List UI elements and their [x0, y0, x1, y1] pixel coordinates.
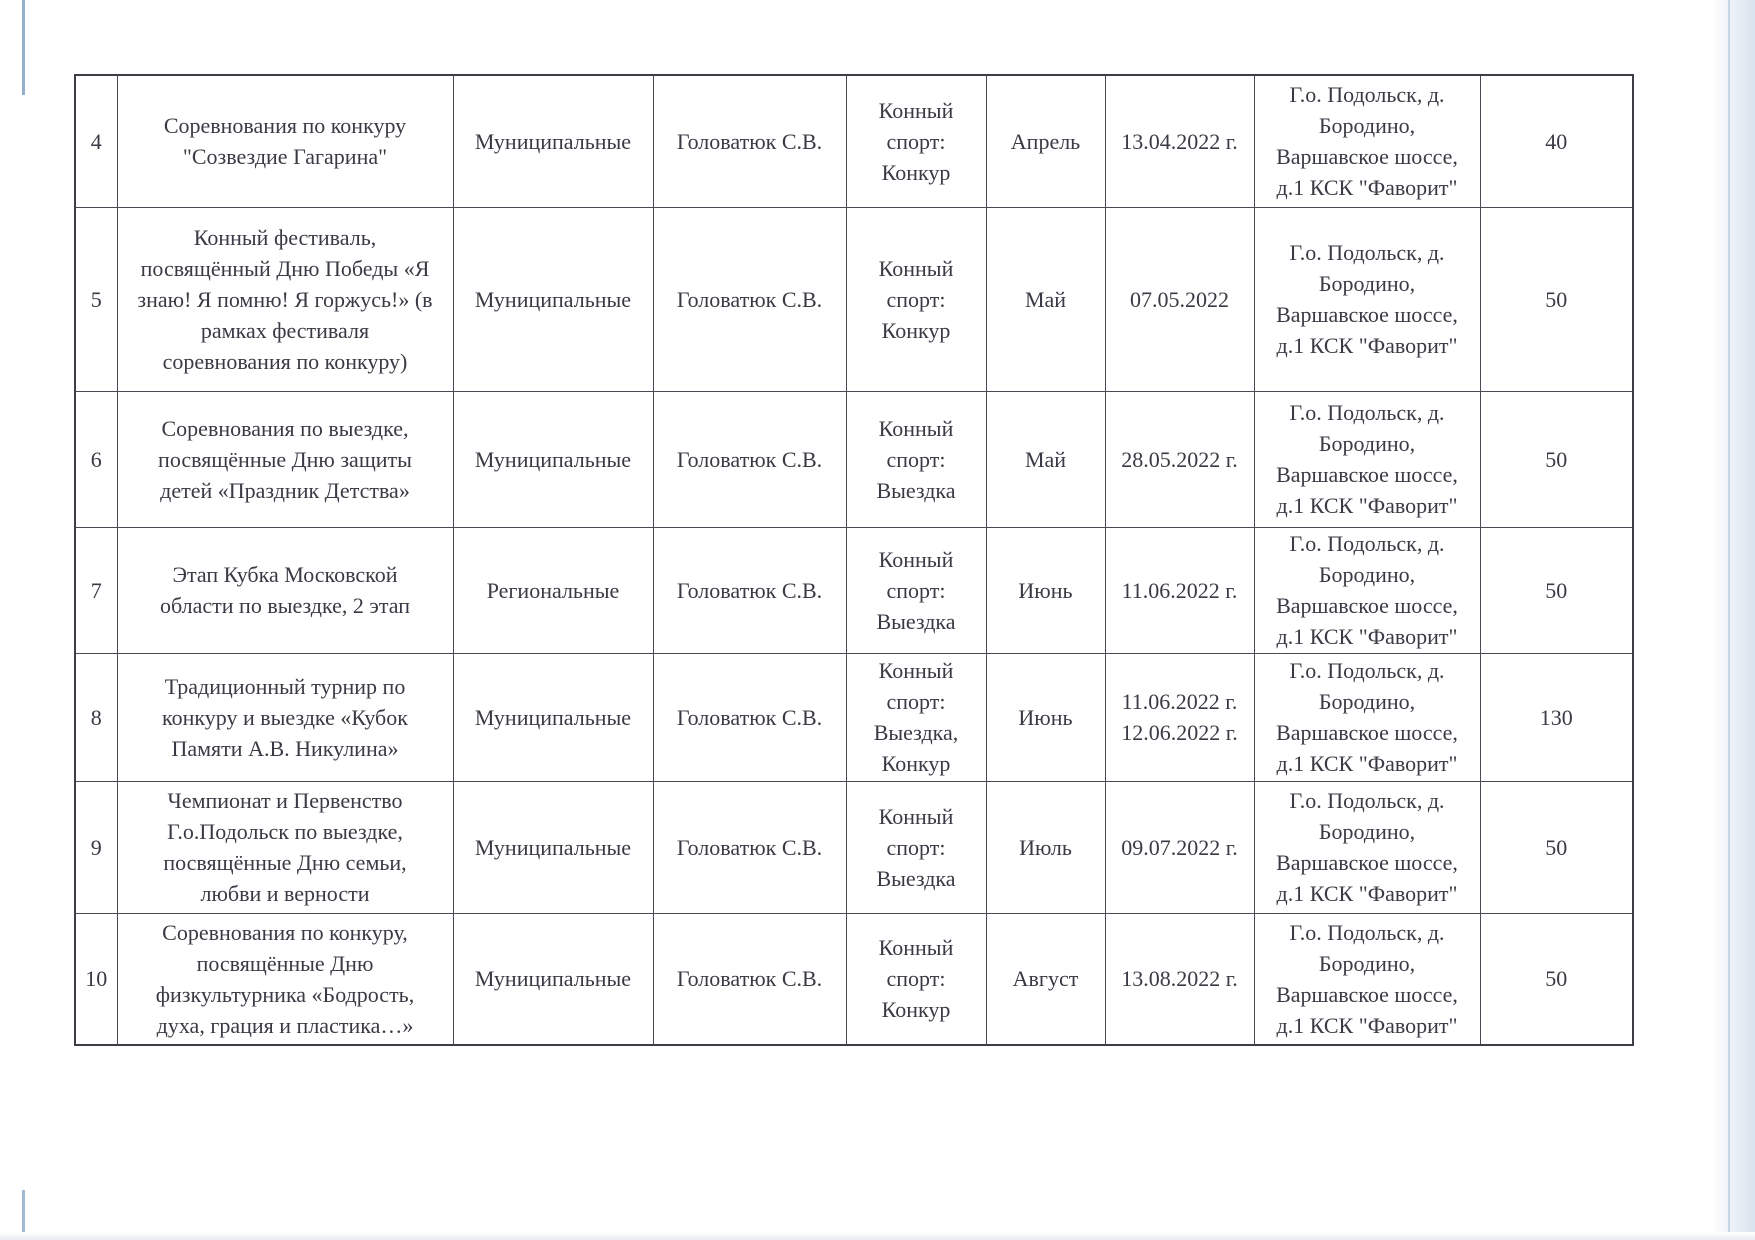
event-venue-line: д.1 КСК "Фаворит"	[1276, 1012, 1458, 1038]
event-dates	[1105, 527, 1254, 653]
event-venue-line: Г.о. Подольск, д.	[1289, 531, 1445, 556]
sport-discipline-line: спорт:	[886, 689, 946, 714]
event-title-line: посвящённые Дню защиты	[158, 446, 412, 472]
event-title-line: детей «Праздник Детства»	[160, 477, 410, 503]
event-title-line: знаю! Я помню! Я горжусь!» (в	[137, 286, 433, 312]
row-number: 7	[75, 527, 117, 653]
event-title-line: Соревнования по конкуру	[163, 113, 407, 139]
sport-discipline-line: Выездка	[876, 477, 956, 503]
event-title-line: "Созвездие Гагарина"	[182, 144, 388, 170]
event-dates	[1105, 781, 1254, 913]
table-row	[75, 391, 1633, 527]
scan-edge-right-line	[1728, 0, 1730, 1240]
event-venue-line: Г.о. Подольск, д.	[1289, 400, 1445, 425]
event-venue	[1254, 391, 1480, 527]
event-month: Май	[986, 391, 1105, 527]
event-month: Июнь	[986, 527, 1105, 653]
table-row	[75, 653, 1633, 781]
event-dates	[1105, 75, 1254, 207]
responsible-person: Головатюк С.В.	[653, 781, 846, 913]
sport-discipline-line: Выездка	[876, 865, 956, 891]
row-number: 8	[75, 653, 117, 781]
event-title-line: Этап Кубка Московской	[172, 562, 398, 587]
event-venue-line: Бородино,	[1318, 562, 1416, 587]
row-number: 6	[75, 391, 117, 527]
event-venue-line: Варшавское шоссе,	[1276, 720, 1458, 745]
event-dates-line: 11.06.2022 г.	[1121, 689, 1238, 714]
sport-discipline-line: Конкур	[881, 751, 951, 776]
event-dates-line: 13.04.2022 г.	[1121, 128, 1238, 154]
sport-discipline-line: спорт:	[886, 446, 946, 472]
table-row	[75, 913, 1633, 1045]
event-title-line: области по выездке, 2 этап	[160, 593, 410, 618]
event-dates-line: 07.05.2022	[1130, 286, 1229, 312]
participants-count: 50	[1480, 391, 1633, 527]
event-title-line: Соревнования по конкуру,	[162, 919, 408, 945]
sport-discipline	[846, 653, 986, 781]
event-title-line: духа, грация и пластика…»	[156, 1012, 414, 1038]
event-venue-line: Бородино,	[1318, 113, 1416, 139]
event-title-line: Памяти А.В. Никулина»	[171, 735, 399, 761]
sport-discipline	[846, 391, 986, 527]
sport-discipline	[846, 781, 986, 913]
sport-discipline	[846, 207, 986, 391]
event-venue-line: Бородино,	[1318, 271, 1416, 296]
event-title	[117, 781, 453, 913]
event-level: Муниципальные	[453, 653, 653, 781]
event-dates	[1105, 913, 1254, 1045]
event-venue-line: Бородино,	[1318, 689, 1416, 714]
participants-count: 50	[1480, 913, 1633, 1045]
table-row	[75, 781, 1633, 913]
event-venue-line: Варшавское шоссе,	[1276, 462, 1458, 487]
participants-count: 130	[1480, 653, 1633, 781]
sport-discipline-line: Конный	[878, 935, 954, 961]
event-dates-line: 11.06.2022 г.	[1121, 577, 1238, 603]
event-venue-line: д.1 КСК "Фаворит"	[1276, 493, 1458, 518]
event-venue-line: Варшавское шоссе,	[1276, 144, 1458, 170]
responsible-person: Головатюк С.В.	[653, 207, 846, 391]
event-venue-line: Г.о. Подольск, д.	[1289, 919, 1445, 945]
event-title-line: физкультурника «Бодрость,	[155, 981, 415, 1007]
event-venue-line: Варшавское шоссе,	[1276, 593, 1458, 618]
sport-discipline-line: Конкур	[881, 317, 951, 343]
sport-discipline-line: спорт:	[886, 577, 946, 603]
sport-discipline-line: Выездка,	[873, 720, 959, 745]
table-row	[75, 75, 1633, 207]
sport-discipline-line: спорт:	[886, 966, 946, 992]
sport-discipline-line: спорт:	[886, 834, 946, 860]
event-title-line: конкуру и выездке «Кубок	[162, 704, 408, 730]
event-venue-line: Бородино,	[1318, 950, 1416, 976]
event-dates-line: 09.07.2022 г.	[1121, 834, 1238, 860]
event-venue-line: д.1 КСК "Фаворит"	[1276, 333, 1458, 358]
event-title	[117, 75, 453, 207]
event-title-line: любви и верности	[200, 881, 370, 906]
event-title-line: посвящённый Дню Победы «Я	[140, 255, 430, 281]
table-body	[75, 75, 1633, 1045]
event-title-line: рамках фестиваля	[200, 317, 370, 343]
event-title	[117, 207, 453, 391]
event-dates	[1105, 391, 1254, 527]
event-title-line: Соревнования по выездке,	[161, 415, 409, 441]
sport-discipline-line: Выездка	[876, 608, 956, 634]
sport-discipline	[846, 913, 986, 1045]
sport-discipline-line: Конный	[878, 97, 954, 123]
event-venue	[1254, 653, 1480, 781]
responsible-person: Головатюк С.В.	[653, 913, 846, 1045]
event-venue	[1254, 75, 1480, 207]
event-level: Муниципальные	[453, 207, 653, 391]
events-table	[74, 74, 1634, 1046]
sport-discipline-line: Конный	[878, 803, 954, 829]
event-title	[117, 653, 453, 781]
event-level: Муниципальные	[453, 913, 653, 1045]
row-number: 10	[75, 913, 117, 1045]
participants-count: 50	[1480, 527, 1633, 653]
participants-count: 50	[1480, 207, 1633, 391]
event-venue	[1254, 913, 1480, 1045]
event-title-line: Конный фестиваль,	[193, 224, 377, 250]
event-venue-line: Бородино,	[1318, 431, 1416, 456]
event-dates	[1105, 207, 1254, 391]
row-number: 9	[75, 781, 117, 913]
event-venue-line: Бородино,	[1318, 819, 1416, 844]
scan-edge-bottom	[0, 1232, 1755, 1240]
event-title-line: соревнования по конкуру)	[162, 348, 408, 374]
event-venue-line: Варшавское шоссе,	[1276, 981, 1458, 1007]
event-dates-line: 13.08.2022 г.	[1121, 966, 1238, 992]
event-month: Июнь	[986, 653, 1105, 781]
sport-discipline-line: Конный	[878, 658, 954, 683]
sport-discipline-line: спорт:	[886, 286, 946, 312]
event-title-line: Традиционный турнир по	[164, 673, 406, 699]
event-dates-line: 12.06.2022 г.	[1121, 720, 1238, 745]
sport-discipline-line: Конный	[878, 255, 954, 281]
event-venue-line: Варшавское шоссе,	[1276, 850, 1458, 875]
event-venue	[1254, 781, 1480, 913]
event-venue-line: Варшавское шоссе,	[1276, 302, 1458, 327]
responsible-person: Головатюк С.В.	[653, 527, 846, 653]
event-title	[117, 527, 453, 653]
sport-discipline	[846, 75, 986, 207]
event-dates-line: 28.05.2022 г.	[1121, 446, 1238, 472]
event-venue-line: д.1 КСК "Фаворит"	[1276, 624, 1458, 649]
scan-edge-right	[1712, 0, 1755, 1240]
row-number: 5	[75, 207, 117, 391]
event-title-line: Г.о.Подольск по выездке,	[167, 819, 403, 844]
event-title-line: Чемпионат и Первенство	[167, 788, 403, 813]
event-title	[117, 391, 453, 527]
scan-edge-left	[22, 0, 25, 95]
event-title-line: посвящённые Дню семьи,	[163, 850, 407, 875]
row-number: 4	[75, 75, 117, 207]
responsible-person: Головатюк С.В.	[653, 391, 846, 527]
event-venue-line: Г.о. Подольск, д.	[1289, 788, 1445, 813]
sport-discipline-line: Конный	[878, 415, 954, 441]
event-dates	[1105, 653, 1254, 781]
sport-discipline-line: спорт:	[886, 128, 946, 154]
responsible-person: Головатюк С.В.	[653, 75, 846, 207]
table-row	[75, 207, 1633, 391]
event-level: Муниципальные	[453, 391, 653, 527]
sport-discipline-line: Конный	[878, 546, 954, 572]
event-month: Апрель	[986, 75, 1105, 207]
event-venue	[1254, 527, 1480, 653]
event-month: Май	[986, 207, 1105, 391]
event-level: Муниципальные	[453, 781, 653, 913]
event-title	[117, 913, 453, 1045]
participants-count: 40	[1480, 75, 1633, 207]
event-venue	[1254, 207, 1480, 391]
event-level: Региональные	[453, 527, 653, 653]
event-venue-line: д.1 КСК "Фаворит"	[1276, 881, 1458, 906]
event-venue-line: Г.о. Подольск, д.	[1289, 82, 1445, 108]
event-venue-line: д.1 КСК "Фаворит"	[1276, 751, 1458, 776]
event-month: Август	[986, 913, 1105, 1045]
participants-count: 50	[1480, 781, 1633, 913]
event-month: Июль	[986, 781, 1105, 913]
sport-discipline-line: Конкур	[881, 997, 951, 1023]
event-venue-line: Г.о. Подольск, д.	[1289, 658, 1445, 683]
responsible-person: Головатюк С.В.	[653, 653, 846, 781]
sport-discipline	[846, 527, 986, 653]
sport-discipline-line: Конкур	[881, 159, 951, 185]
event-title-line: посвящённые Дню	[196, 950, 374, 976]
event-venue-line: Г.о. Подольск, д.	[1289, 240, 1445, 265]
event-venue-line: д.1 КСК "Фаворит"	[1276, 175, 1458, 201]
table-row	[75, 527, 1633, 653]
event-level: Муниципальные	[453, 75, 653, 207]
